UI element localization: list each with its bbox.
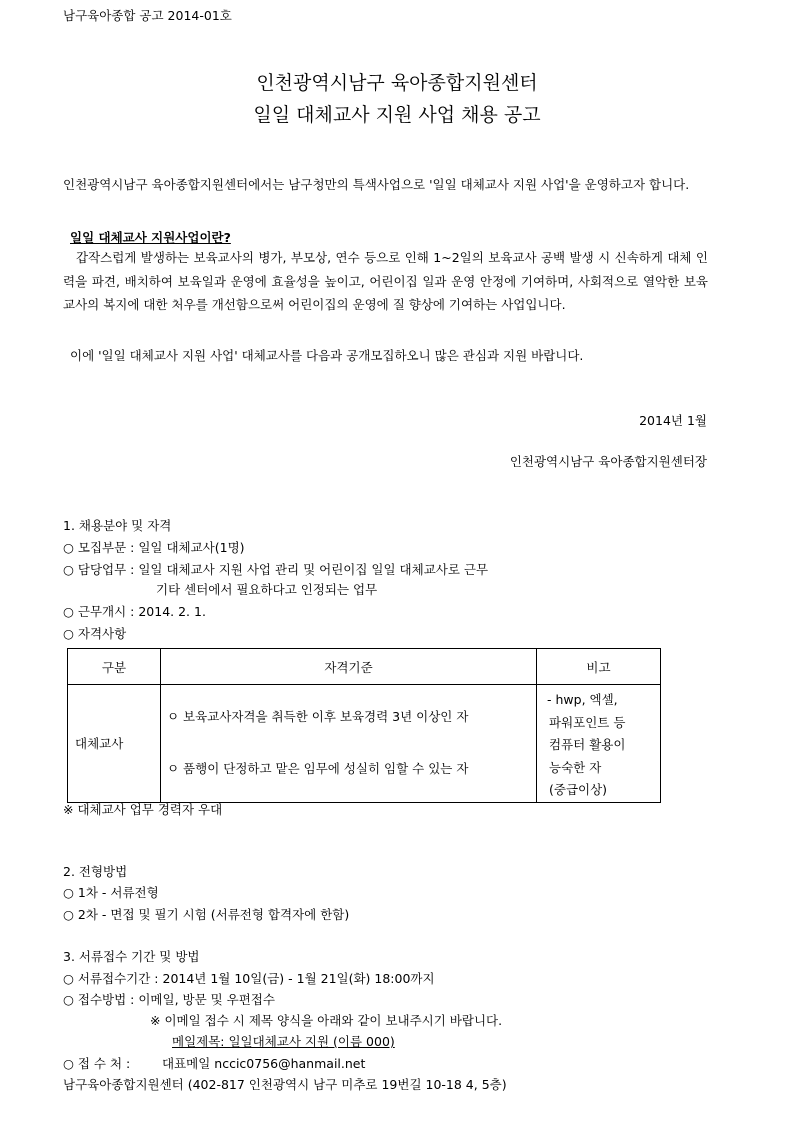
criteria-item: ㅇ 보육교사자격을 취득한 이후 보육경력 3년 이상인 자 <box>167 709 469 725</box>
application-method: ○ 접수방법 : 이메일, 방문 및 우편접수 <box>63 992 275 1007</box>
section-1-heading: 1. 채용분야 및 자격 <box>63 518 172 533</box>
description-paragraph: 갑작스럽게 발생하는 보육교사의 병가, 부모상, 연수 등으로 인해 1~2일의 보육교사 공백 발생 시 신속하게 대체 인력을 파견, 배치하여 보육일과 운영에 효율성을 높이고, 어린이집 일과 운영 안정에 기여하며, 사회적으로 열악한 보육교사의 복지에 대한 처우를 개선함으로써 어린이집의 운영에 질 향상에 기여하는 사업입니다. <box>63 250 708 312</box>
criteria-item: ㅇ 품행이 단정하고 맡은 임무에 성실히 임할 수 있는 자 <box>167 761 469 777</box>
qualifications-label: ○ 자격사항 <box>63 626 127 641</box>
announcement-date: 2014년 1월 <box>639 413 707 428</box>
title-line-1: 인천광역시남구 육아종합지원센터 <box>256 72 538 94</box>
invite-text: 이에 '일일 대체교사 지원 사업' 대체교사를 다음과 공개모집하오니 많은 관심과 지원 바랍니다. <box>70 348 584 363</box>
notes-cell <box>537 685 661 803</box>
table-header: 비고 <box>537 649 661 685</box>
center-address: 남구육아종합지원센터 (402-817 인천광역시 남구 미추로 19번길 10-18 4, 5층) <box>63 1077 507 1092</box>
section-3-heading: 3. 서류접수 기간 및 방법 <box>63 949 200 964</box>
application-period: ○ 서류접수기간 : 2014년 1월 10일(금) - 1월 21일(화) 18:00까지 <box>63 971 435 986</box>
recruit-field: ○ 모집부문 : 일일 대체교사(1명) <box>63 540 245 555</box>
duties: ○ 담당업무 : 일일 대체교사 지원 사업 관리 및 어린이집 일일 대체교사로 근무 <box>63 562 489 577</box>
email-note: ※ 이메일 접수 시 제목 양식을 아래와 같이 보내주시기 바랍니다. <box>150 1013 503 1028</box>
note-line: (중급이상) <box>549 782 608 797</box>
section-2-heading: 2. 전형방법 <box>63 864 128 879</box>
note-line: 파워포인트 등 <box>549 714 626 730</box>
note-line: 능숙한 자 <box>549 759 602 775</box>
title-line-2: 일일 대체교사 지원 사업 채용 공고 <box>253 104 541 126</box>
qualifications-table <box>67 648 661 803</box>
section-heading-what: 일일 대체교사 지원사업이란? <box>70 230 231 245</box>
contact-label: ○ 접 수 처 : <box>63 1056 131 1071</box>
issuer-name: 인천광역시남구 육아종합지원센터장 <box>509 454 707 469</box>
preference-note: ※ 대체교사 업무 경력자 우대 <box>63 802 223 817</box>
duties-continued: 기타 센터에서 필요하다고 인정되는 업무 <box>156 582 378 597</box>
criteria-cell <box>161 685 537 803</box>
intro-paragraph: 인천광역시남구 육아종합지원센터에서는 남구청만의 특색사업으로 '일일 대체교사 지원 사업'을 운영하고자 합니다. <box>63 177 690 192</box>
start-date: ○ 근무개시 : 2014. 2. 1. <box>63 604 206 619</box>
contact-email[interactable]: 대표메일 nccic0756@hanmail.net <box>162 1056 366 1071</box>
table-header: 자격기준 <box>161 649 537 685</box>
email-subject-format: 메일제목: 일일대체교사 지원 (이름 000) <box>172 1034 395 1049</box>
table-header: 구분 <box>68 649 161 685</box>
note-line: - hwp, 엑셀, <box>547 692 618 707</box>
document-number: 남구육아종합 공고 2014-01호 <box>63 8 232 23</box>
stage-2: ○ 2차 - 면접 및 필기 시험 (서류전형 합격자에 한함) <box>63 907 350 922</box>
stage-1: ○ 1차 - 서류전형 <box>63 885 159 900</box>
row-label: 대체교사 <box>68 685 161 803</box>
note-line: 컴퓨터 활용이 <box>549 737 626 752</box>
